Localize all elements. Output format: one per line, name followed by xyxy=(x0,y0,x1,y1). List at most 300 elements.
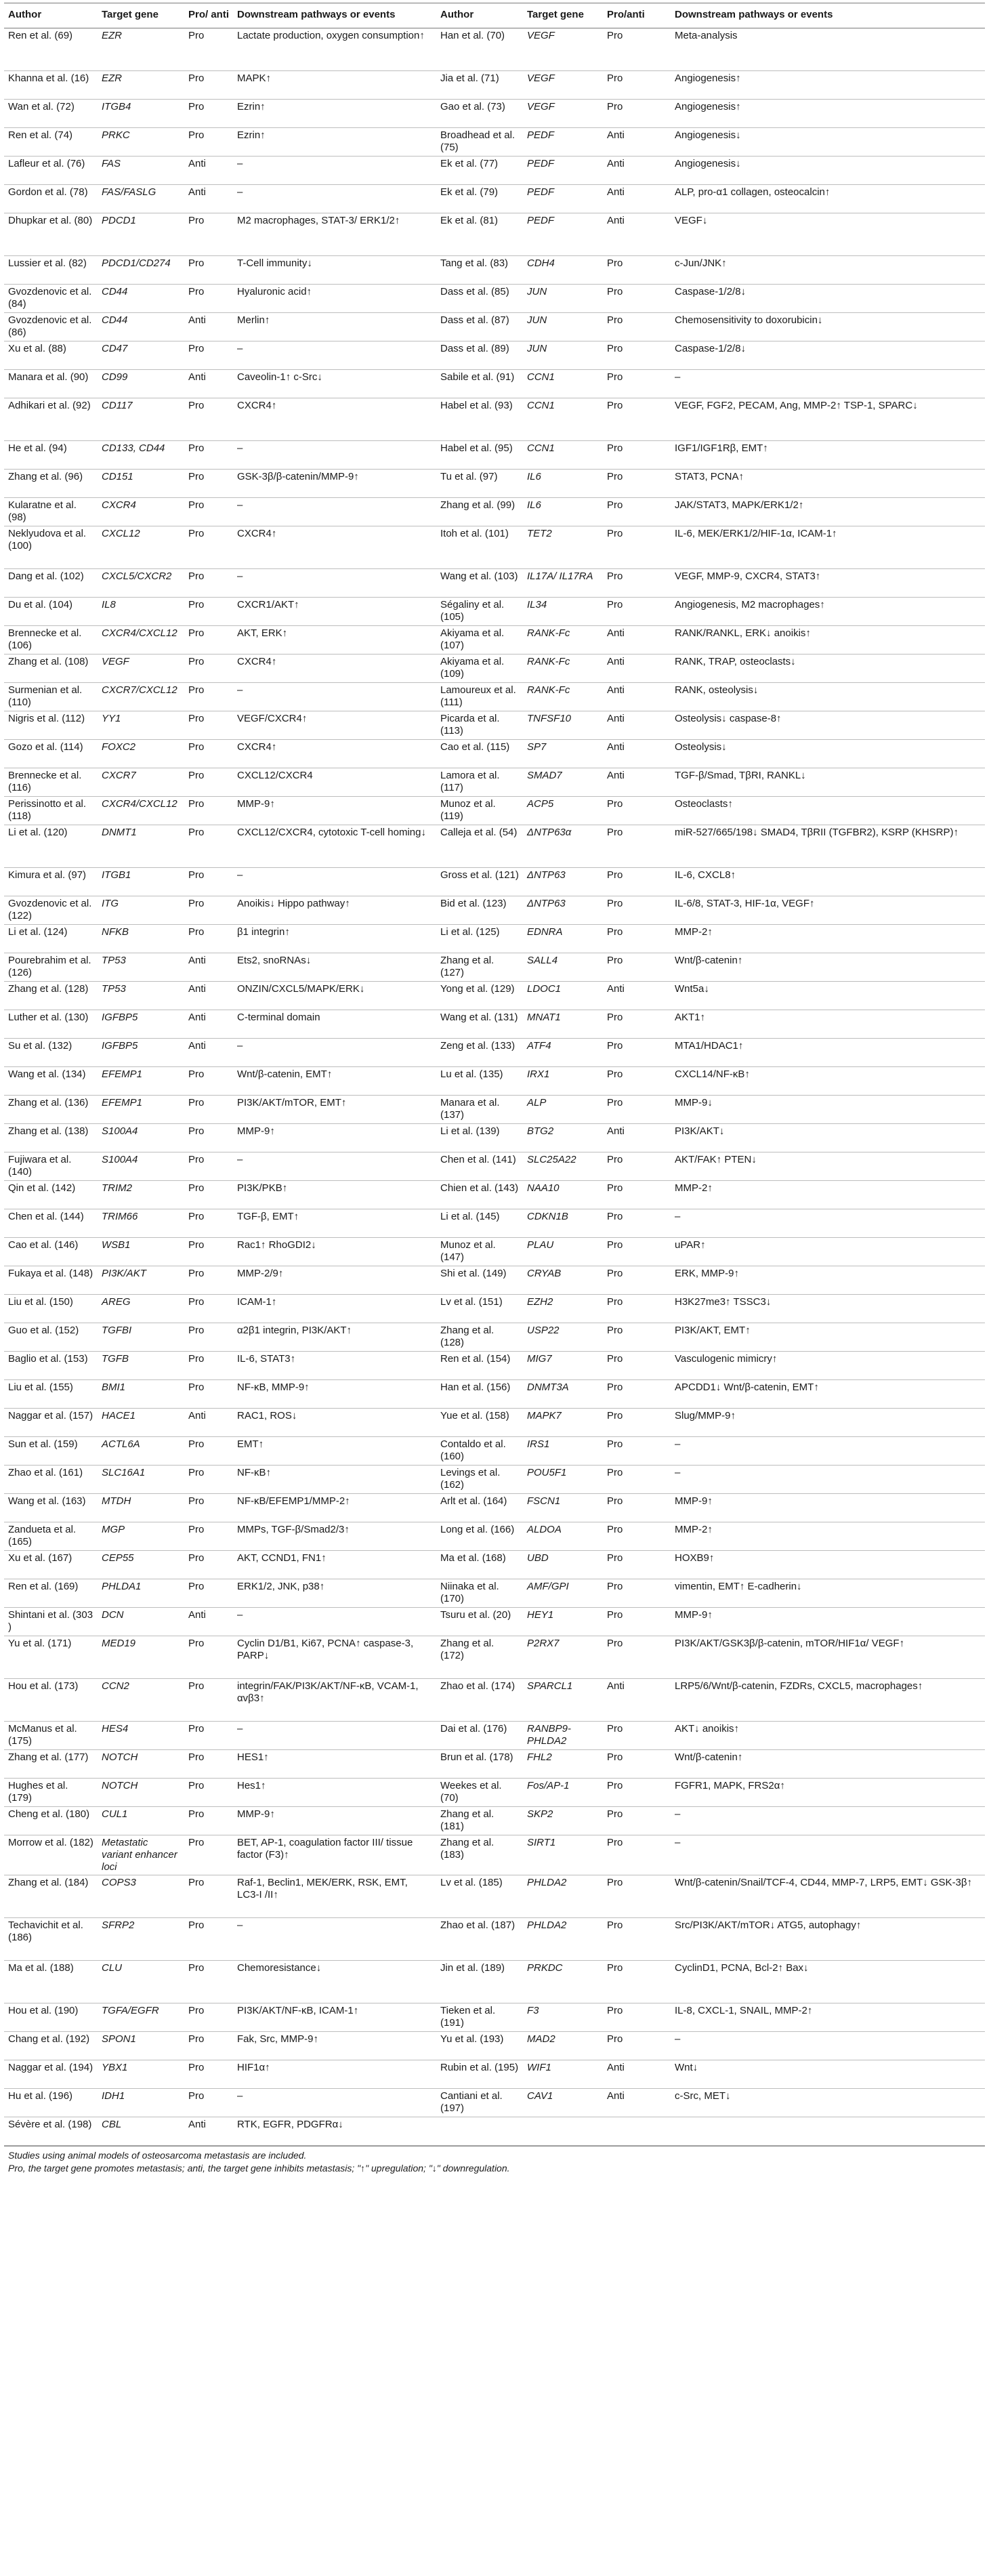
header-pathways-left: Downstream pathways or events xyxy=(233,3,436,28)
left-author-cell: Qin et al. (142) xyxy=(4,1181,98,1209)
left-pathways-cell: β1 integrin↑ xyxy=(233,925,436,953)
left-target-gene-cell: AREG xyxy=(98,1295,184,1323)
right-pathways-cell: IL-6/8, STAT-3, HIF-1α, VEGF↑ xyxy=(671,896,985,925)
right-pathways-cell: TGF-β/Smad, TβRI, RANKL↓ xyxy=(671,768,985,797)
left-pro-anti-cell: Anti xyxy=(184,157,233,185)
right-pathways-cell: JAK/STAT3, MAPK/ERK1/2↑ xyxy=(671,498,985,526)
table-row xyxy=(4,740,985,768)
right-target-gene-cell: SLC25A22 xyxy=(523,1152,603,1181)
table-row xyxy=(4,341,985,370)
left-pathways-cell: – xyxy=(233,498,436,526)
left-author-cell: Ma et al. (188) xyxy=(4,1961,98,2003)
left-author-cell: Du et al. (104) xyxy=(4,598,98,626)
right-pro-anti-cell: Pro xyxy=(603,896,671,925)
table-row xyxy=(4,1779,985,1807)
left-target-gene-cell: NOTCH xyxy=(98,1750,184,1779)
right-pathways-cell: ALP, pro-α1 collagen, osteocalcin↑ xyxy=(671,185,985,213)
right-pro-anti-cell: Anti xyxy=(603,768,671,797)
right-target-gene-cell: PEDF xyxy=(523,213,603,256)
left-target-gene-cell: IGFBP5 xyxy=(98,1039,184,1067)
right-pathways-cell: Osteoclasts↑ xyxy=(671,797,985,825)
left-author-cell: Perissinotto et al. (118) xyxy=(4,797,98,825)
right-pathways-cell: MMP-2↑ xyxy=(671,925,985,953)
right-author-cell: Picarda et al. (113) xyxy=(436,711,523,740)
left-target-gene-cell: CXCR4 xyxy=(98,498,184,526)
left-author-cell: Adhikari et al. (92) xyxy=(4,398,98,441)
left-target-gene-cell: ACTL6A xyxy=(98,1437,184,1466)
left-pathways-cell: Ezrin↑ xyxy=(233,128,436,157)
table-row xyxy=(4,313,985,341)
table-row xyxy=(4,569,985,598)
left-pathways-cell: C-terminal domain xyxy=(233,1010,436,1039)
right-target-gene-cell: IL6 xyxy=(523,498,603,526)
left-author-cell: Liu et al. (150) xyxy=(4,1295,98,1323)
right-author-cell: Han et al. (70) xyxy=(436,28,523,71)
left-target-gene-cell: CD117 xyxy=(98,398,184,441)
right-pro-anti-cell: Pro xyxy=(603,1918,671,1961)
right-pro-anti-cell: Anti xyxy=(603,1124,671,1152)
table-row xyxy=(4,655,985,683)
table-row xyxy=(4,285,985,313)
right-author-cell: Zhang et al. (172) xyxy=(436,1636,523,1679)
left-pathways-cell: CXCR4↑ xyxy=(233,526,436,569)
left-pathways-cell: CXCR4↑ xyxy=(233,398,436,441)
left-pathways-cell: CXCR4↑ xyxy=(233,740,436,768)
right-pro-anti-cell: Pro xyxy=(603,285,671,313)
right-target-gene-cell: IRX1 xyxy=(523,1067,603,1096)
left-author-cell: Khanna et al. (16) xyxy=(4,71,98,100)
left-author-cell: Kularatne et al. (98) xyxy=(4,498,98,526)
left-pro-anti-cell: Pro xyxy=(184,1494,233,1522)
left-target-gene-cell: MED19 xyxy=(98,1636,184,1679)
right-pro-anti-cell: Pro xyxy=(603,1522,671,1551)
left-pathways-cell: Rac1↑ RhoGDI2↓ xyxy=(233,1238,436,1266)
left-author-cell: Ren et al. (74) xyxy=(4,128,98,157)
right-target-gene-cell: CCN1 xyxy=(523,398,603,441)
left-target-gene-cell: TGFB xyxy=(98,1352,184,1380)
left-pathways-cell: MMP-9↑ xyxy=(233,1124,436,1152)
left-pro-anti-cell: Pro xyxy=(184,925,233,953)
left-author-cell: He et al. (94) xyxy=(4,441,98,470)
right-pro-anti-cell: Pro xyxy=(603,1807,671,1835)
left-author-cell: Surmenian et al. (110) xyxy=(4,683,98,711)
table-row xyxy=(4,157,985,185)
left-pathways-cell: – xyxy=(233,683,436,711)
left-pro-anti-cell: Anti xyxy=(184,370,233,398)
right-pathways-cell: MMP-2↑ xyxy=(671,1181,985,1209)
right-pathways-cell: APCDD1↓ Wnt/β-catenin, EMT↑ xyxy=(671,1380,985,1409)
right-target-gene-cell: SMAD7 xyxy=(523,768,603,797)
right-pro-anti-cell: Pro xyxy=(603,1295,671,1323)
right-author-cell: Yu et al. (193) xyxy=(436,2032,523,2060)
right-pro-anti-cell: Pro xyxy=(603,100,671,128)
right-pathways-cell: RANK, osteolysis↓ xyxy=(671,683,985,711)
right-author-cell: Lv et al. (151) xyxy=(436,1295,523,1323)
right-pathways-cell: Wnt/β-catenin/Snail/TCF-4, CD44, MMP-7, LRP5, EMT↓ GSK-3β↑ xyxy=(671,1875,985,1918)
left-pro-anti-cell: Pro xyxy=(184,1835,233,1875)
left-author-cell: Gvozdenovic et al. (84) xyxy=(4,285,98,313)
right-pro-anti-cell: Anti xyxy=(603,655,671,683)
right-author-cell: Habel et al. (95) xyxy=(436,441,523,470)
right-pro-anti-cell: Pro xyxy=(603,71,671,100)
left-target-gene-cell: CXCR4/CXCL12 xyxy=(98,797,184,825)
right-target-gene-cell: PHLDA2 xyxy=(523,1918,603,1961)
right-pro-anti-cell: Pro xyxy=(603,1096,671,1124)
header-row xyxy=(4,3,985,28)
right-target-gene-cell: CDKN1B xyxy=(523,1209,603,1238)
table-footnotes xyxy=(4,2146,985,2175)
right-author-cell: Dai et al. (176) xyxy=(436,1722,523,1750)
left-pathways-cell: – xyxy=(233,1918,436,1961)
right-author-cell: Dass et al. (87) xyxy=(436,313,523,341)
right-pathways-cell: LRP5/6/Wnt/β-catenin, FZDRs, CXCL5, macrophages↑ xyxy=(671,1679,985,1722)
table-row xyxy=(4,1494,985,1522)
left-target-gene-cell: CXCR7 xyxy=(98,768,184,797)
right-pro-anti-cell: Pro xyxy=(603,28,671,71)
left-pro-anti-cell: Anti xyxy=(184,2117,233,2146)
left-target-gene-cell: PHLDA1 xyxy=(98,1579,184,1608)
left-target-gene-cell: HACE1 xyxy=(98,1409,184,1437)
right-target-gene-cell: CAV1 xyxy=(523,2089,603,2117)
right-pathways-cell: RANK/RANKL, ERK↓ anoikis↑ xyxy=(671,626,985,655)
left-target-gene-cell: TRIM2 xyxy=(98,1181,184,1209)
table-row xyxy=(4,398,985,441)
right-author-cell: Sabile et al. (91) xyxy=(436,370,523,398)
left-pro-anti-cell: Pro xyxy=(184,28,233,71)
left-pathways-cell: – xyxy=(233,1722,436,1750)
right-pathways-cell: AKT↓ anoikis↑ xyxy=(671,1722,985,1750)
right-pro-anti-cell: Pro xyxy=(603,470,671,498)
right-author-cell: Chen et al. (141) xyxy=(436,1152,523,1181)
right-pathways-cell: Osteolysis↓ caspase-8↑ xyxy=(671,711,985,740)
left-pathways-cell: – xyxy=(233,868,436,896)
left-pathways-cell: RAC1, ROS↓ xyxy=(233,1409,436,1437)
left-pathways-cell: α2β1 integrin, PI3K/AKT↑ xyxy=(233,1323,436,1352)
left-author-cell: Wan et al. (72) xyxy=(4,100,98,128)
header-author-left: Author xyxy=(4,3,98,28)
table-row xyxy=(4,470,985,498)
table-row xyxy=(4,256,985,285)
right-pathways-cell: Angiogenesis↓ xyxy=(671,128,985,157)
left-pro-anti-cell: Pro xyxy=(184,1636,233,1679)
left-pathways-cell: Caveolin-1↑ c-Src↓ xyxy=(233,370,436,398)
left-pro-anti-cell: Pro xyxy=(184,1750,233,1779)
right-pathways-cell: – xyxy=(671,370,985,398)
left-pro-anti-cell: Pro xyxy=(184,470,233,498)
right-author-cell: Cantiani et al. (197) xyxy=(436,2089,523,2117)
right-pathways-cell: IL-6, MEK/ERK1/2/HIF-1α, ICAM-1↑ xyxy=(671,526,985,569)
left-pro-anti-cell: Pro xyxy=(184,768,233,797)
left-target-gene-cell: SPON1 xyxy=(98,2032,184,2060)
right-pathways-cell: VEGF↓ xyxy=(671,213,985,256)
right-target-gene-cell: TNFSF10 xyxy=(523,711,603,740)
left-target-gene-cell: BMI1 xyxy=(98,1380,184,1409)
left-pro-anti-cell: Pro xyxy=(184,655,233,683)
left-author-cell: Lussier et al. (82) xyxy=(4,256,98,285)
left-pathways-cell: Fak, Src, MMP-9↑ xyxy=(233,2032,436,2060)
right-target-gene-cell: PEDF xyxy=(523,128,603,157)
left-pathways-cell: M2 macrophages, STAT-3/ ERK1/2↑ xyxy=(233,213,436,256)
left-pro-anti-cell: Pro xyxy=(184,1918,233,1961)
right-pathways-cell: Src/PI3K/AKT/mTOR↓ ATG5, autophagy↑ xyxy=(671,1918,985,1961)
footnote-legend: Pro, the target gene promotes metastasis; anti, the target gene inhibits metastasis; "↑" upregulation; "↓" downregulation. xyxy=(8,2163,510,2174)
left-pro-anti-cell: Pro xyxy=(184,1181,233,1209)
right-pro-anti-cell: Pro xyxy=(603,1152,671,1181)
right-pathways-cell: PI3K/AKT, EMT↑ xyxy=(671,1323,985,1352)
left-author-cell: Zhao et al. (161) xyxy=(4,1466,98,1494)
table-row xyxy=(4,128,985,157)
right-target-gene-cell: CDH4 xyxy=(523,256,603,285)
right-author-cell: Ségaliny et al. (105) xyxy=(436,598,523,626)
left-author-cell: Gordon et al. (78) xyxy=(4,185,98,213)
left-target-gene-cell: CD44 xyxy=(98,285,184,313)
left-author-cell: Zhang et al. (138) xyxy=(4,1124,98,1152)
left-target-gene-cell: PDCD1 xyxy=(98,213,184,256)
left-pathways-cell: PI3K/AKT/mTOR, EMT↑ xyxy=(233,1096,436,1124)
table-row xyxy=(4,1409,985,1437)
right-author-cell: Contaldo et al. (160) xyxy=(436,1437,523,1466)
right-target-gene-cell: ΔNTP63 xyxy=(523,896,603,925)
right-pathways-cell: MMP-9↓ xyxy=(671,1096,985,1124)
right-pathways-cell: miR-527/665/198↓ SMAD4, TβRII (TGFBR2), KSRP (KHSRP)↑ xyxy=(671,825,985,868)
right-author-cell: Bid et al. (123) xyxy=(436,896,523,925)
right-pro-anti-cell: Pro xyxy=(603,1551,671,1579)
left-target-gene-cell: S100A4 xyxy=(98,1124,184,1152)
left-target-gene-cell: COPS3 xyxy=(98,1875,184,1918)
left-pathways-cell: Merlin↑ xyxy=(233,313,436,341)
left-author-cell: Naggar et al. (194) xyxy=(4,2060,98,2089)
right-pro-anti-cell: Pro xyxy=(603,1636,671,1679)
right-pathways-cell: Angiogenesis↑ xyxy=(671,100,985,128)
left-pathways-cell: MAPK↑ xyxy=(233,71,436,100)
header-pro-anti-right: Pro/anti xyxy=(603,3,671,28)
right-pathways-cell: H3K27me3↑ TSSC3↓ xyxy=(671,1295,985,1323)
right-author-cell: Han et al. (156) xyxy=(436,1380,523,1409)
left-pro-anti-cell: Pro xyxy=(184,1209,233,1238)
left-pro-anti-cell: Pro xyxy=(184,626,233,655)
right-target-gene-cell: LDOC1 xyxy=(523,982,603,1010)
table-row xyxy=(4,1918,985,1961)
left-author-cell: Zhang et al. (177) xyxy=(4,1750,98,1779)
right-target-gene-cell: ATF4 xyxy=(523,1039,603,1067)
left-pro-anti-cell: Pro xyxy=(184,569,233,598)
left-target-gene-cell: CUL1 xyxy=(98,1807,184,1835)
right-author-cell: Brun et al. (178) xyxy=(436,1750,523,1779)
right-pro-anti-cell: Pro xyxy=(603,1238,671,1266)
left-target-gene-cell: PDCD1/CD274 xyxy=(98,256,184,285)
right-pro-anti-cell: Anti xyxy=(603,185,671,213)
table-body xyxy=(4,28,985,2146)
left-pathways-cell: CXCL12/CXCR4, cytotoxic T-cell homing↓ xyxy=(233,825,436,868)
right-pro-anti-cell: Anti xyxy=(603,213,671,256)
right-pathways-cell: Wnt5a↓ xyxy=(671,982,985,1010)
left-target-gene-cell: FAS/FASLG xyxy=(98,185,184,213)
right-target-gene-cell: SALL4 xyxy=(523,953,603,982)
left-pathways-cell: Ezrin↑ xyxy=(233,100,436,128)
table-row xyxy=(4,498,985,526)
header-pro-anti-left: Pro/ anti xyxy=(184,3,233,28)
left-author-cell: Nigris et al. (112) xyxy=(4,711,98,740)
right-author-cell: Ek et al. (77) xyxy=(436,157,523,185)
left-pro-anti-cell: Anti xyxy=(184,1608,233,1636)
table-row xyxy=(4,925,985,953)
right-pathways-cell: Wnt↓ xyxy=(671,2060,985,2089)
left-pro-anti-cell: Pro xyxy=(184,1437,233,1466)
right-pro-anti-cell: Pro xyxy=(603,925,671,953)
left-pro-anti-cell: Pro xyxy=(184,1124,233,1152)
right-author-cell: Zhang et al. (127) xyxy=(436,953,523,982)
right-pro-anti-cell: Pro xyxy=(603,1875,671,1918)
table-row xyxy=(4,683,985,711)
right-author-cell: Munoz et al. (119) xyxy=(436,797,523,825)
left-pro-anti-cell: Pro xyxy=(184,498,233,526)
left-author-cell: Morrow et al. (182) xyxy=(4,1835,98,1875)
right-pro-anti-cell: Pro xyxy=(603,1380,671,1409)
footnote-animal-models: Studies using animal models of osteosarcoma metastasis are included. xyxy=(8,2150,307,2161)
right-target-gene-cell: HEY1 xyxy=(523,1608,603,1636)
left-target-gene-cell: NOTCH xyxy=(98,1779,184,1807)
left-target-gene-cell: WSB1 xyxy=(98,1238,184,1266)
left-target-gene-cell: CXCL12 xyxy=(98,526,184,569)
left-pro-anti-cell: Pro xyxy=(184,1875,233,1918)
left-pathways-cell: ICAM-1↑ xyxy=(233,1295,436,1323)
left-pathways-cell: GSK-3β/β-catenin/MMP-9↑ xyxy=(233,470,436,498)
right-pathways-cell: STAT3, PCNA↑ xyxy=(671,470,985,498)
right-pathways-cell: MMP-2↑ xyxy=(671,1522,985,1551)
table-row xyxy=(4,1323,985,1352)
table-row xyxy=(4,213,985,256)
right-target-gene-cell: PEDF xyxy=(523,157,603,185)
left-pathways-cell: RTK, EGFR, PDGFRα↓ xyxy=(233,2117,436,2146)
right-target-gene-cell: RANBP9-PHLDA2 xyxy=(523,1722,603,1750)
right-author-cell: Lamora et al. (117) xyxy=(436,768,523,797)
right-pathways-cell: ERK, MMP-9↑ xyxy=(671,1266,985,1295)
left-author-cell: Fukaya et al. (148) xyxy=(4,1266,98,1295)
left-pathways-cell: Cyclin D1/B1, Ki67, PCNA↑ caspase-3, PARP↓ xyxy=(233,1636,436,1679)
left-target-gene-cell: CD44 xyxy=(98,313,184,341)
left-target-gene-cell: PI3K/AKT xyxy=(98,1266,184,1295)
left-target-gene-cell: FOXC2 xyxy=(98,740,184,768)
right-pathways-cell: c-Jun/JNK↑ xyxy=(671,256,985,285)
left-pathways-cell: – xyxy=(233,1152,436,1181)
table-row xyxy=(4,1124,985,1152)
right-target-gene-cell: WIF1 xyxy=(523,2060,603,2089)
left-pro-anti-cell: Anti xyxy=(184,185,233,213)
left-target-gene-cell: ITGB1 xyxy=(98,868,184,896)
right-target-gene-cell: UBD xyxy=(523,1551,603,1579)
right-pathways-cell: Chemosensitivity to doxorubicin↓ xyxy=(671,313,985,341)
right-pro-anti-cell: Pro xyxy=(603,498,671,526)
right-pro-anti-cell: Pro xyxy=(603,1961,671,2003)
left-author-cell: Brennecke et al. (106) xyxy=(4,626,98,655)
left-pro-anti-cell: Pro xyxy=(184,711,233,740)
left-author-cell: Zhang et al. (184) xyxy=(4,1875,98,1918)
table-row xyxy=(4,896,985,925)
right-author-cell: Lu et al. (135) xyxy=(436,1067,523,1096)
table-row xyxy=(4,1266,985,1295)
right-pathways-cell: PI3K/AKT/GSK3β/β-catenin, mTOR/HIF1α/ VEGF↑ xyxy=(671,1636,985,1679)
left-target-gene-cell: TGFA/EGFR xyxy=(98,2003,184,2032)
left-target-gene-cell: PRKC xyxy=(98,128,184,157)
right-pro-anti-cell: Pro xyxy=(603,1352,671,1380)
right-target-gene-cell: BTG2 xyxy=(523,1124,603,1152)
table-row xyxy=(4,1608,985,1636)
right-target-gene-cell: DNMT3A xyxy=(523,1380,603,1409)
left-pathways-cell: integrin/FAK/PI3K/AKT/NF-κB, VCAM-1, αvβ3↑ xyxy=(233,1679,436,1722)
right-target-gene-cell: RANK-Fc xyxy=(523,626,603,655)
left-target-gene-cell: SLC16A1 xyxy=(98,1466,184,1494)
right-pathways-cell: – xyxy=(671,2032,985,2060)
right-pro-anti-cell: Pro xyxy=(603,2032,671,2060)
left-target-gene-cell: IGFBP5 xyxy=(98,1010,184,1039)
left-author-cell: McManus et al. (175) xyxy=(4,1722,98,1750)
table-row xyxy=(4,982,985,1010)
right-pro-anti-cell: Pro xyxy=(603,1494,671,1522)
left-author-cell: Shintani et al. (303 ) xyxy=(4,1608,98,1636)
left-target-gene-cell: ITGB4 xyxy=(98,100,184,128)
right-target-gene-cell xyxy=(523,2117,603,2146)
right-author-cell: Gross et al. (121) xyxy=(436,868,523,896)
metastasis-gene-table xyxy=(4,3,985,2146)
right-target-gene-cell: VEGF xyxy=(523,71,603,100)
right-pathways-cell: MMP-9↑ xyxy=(671,1608,985,1636)
right-pathways-cell: CXCL14/NF-κB↑ xyxy=(671,1067,985,1096)
left-pro-anti-cell: Anti xyxy=(184,1010,233,1039)
left-pathways-cell: NF-κB↑ xyxy=(233,1466,436,1494)
right-pathways-cell: Angiogenesis↓ xyxy=(671,157,985,185)
left-target-gene-cell: HES4 xyxy=(98,1722,184,1750)
right-pathways-cell: FGFR1, MAPK, FRS2α↑ xyxy=(671,1779,985,1807)
right-author-cell: Broadhead et al. (75) xyxy=(436,128,523,157)
left-target-gene-cell: CCN2 xyxy=(98,1679,184,1722)
left-author-cell: Gozo et al. (114) xyxy=(4,740,98,768)
left-pro-anti-cell: Pro xyxy=(184,1579,233,1608)
right-pro-anti-cell xyxy=(603,2117,671,2146)
right-pro-anti-cell: Anti xyxy=(603,683,671,711)
left-target-gene-cell: VEGF xyxy=(98,655,184,683)
left-target-gene-cell: CBL xyxy=(98,2117,184,2146)
left-pro-anti-cell: Pro xyxy=(184,213,233,256)
left-pathways-cell: Hyaluronic acid↑ xyxy=(233,285,436,313)
right-pro-anti-cell: Pro xyxy=(603,1409,671,1437)
table-row xyxy=(4,441,985,470)
left-pathways-cell: PI3K/AKT/NF-κB, ICAM-1↑ xyxy=(233,2003,436,2032)
right-target-gene-cell: EDNRA xyxy=(523,925,603,953)
left-pro-anti-cell: Pro xyxy=(184,740,233,768)
left-target-gene-cell: SFRP2 xyxy=(98,1918,184,1961)
right-author-cell: Dass et al. (85) xyxy=(436,285,523,313)
left-pathways-cell: MMPs, TGF-β/Smad2/3↑ xyxy=(233,1522,436,1551)
right-target-gene-cell: CRYAB xyxy=(523,1266,603,1295)
right-author-cell: Munoz et al. (147) xyxy=(436,1238,523,1266)
table-row xyxy=(4,2032,985,2060)
table-row xyxy=(4,1209,985,1238)
left-pathways-cell: Raf-1, Beclin1, MEK/ERK, RSK, EMT, LC3-I /II↑ xyxy=(233,1875,436,1918)
left-target-gene-cell: DCN xyxy=(98,1608,184,1636)
left-author-cell: Pourebrahim et al. (126) xyxy=(4,953,98,982)
left-author-cell: Su et al. (132) xyxy=(4,1039,98,1067)
right-pathways-cell: – xyxy=(671,1835,985,1875)
table-row xyxy=(4,1238,985,1266)
right-pro-anti-cell: Anti xyxy=(603,128,671,157)
right-pro-anti-cell: Pro xyxy=(603,1323,671,1352)
left-target-gene-cell: EFEMP1 xyxy=(98,1096,184,1124)
left-pro-anti-cell: Pro xyxy=(184,2032,233,2060)
right-target-gene-cell: P2RX7 xyxy=(523,1636,603,1679)
table-row xyxy=(4,626,985,655)
right-target-gene-cell: CCN1 xyxy=(523,370,603,398)
table-row xyxy=(4,953,985,982)
